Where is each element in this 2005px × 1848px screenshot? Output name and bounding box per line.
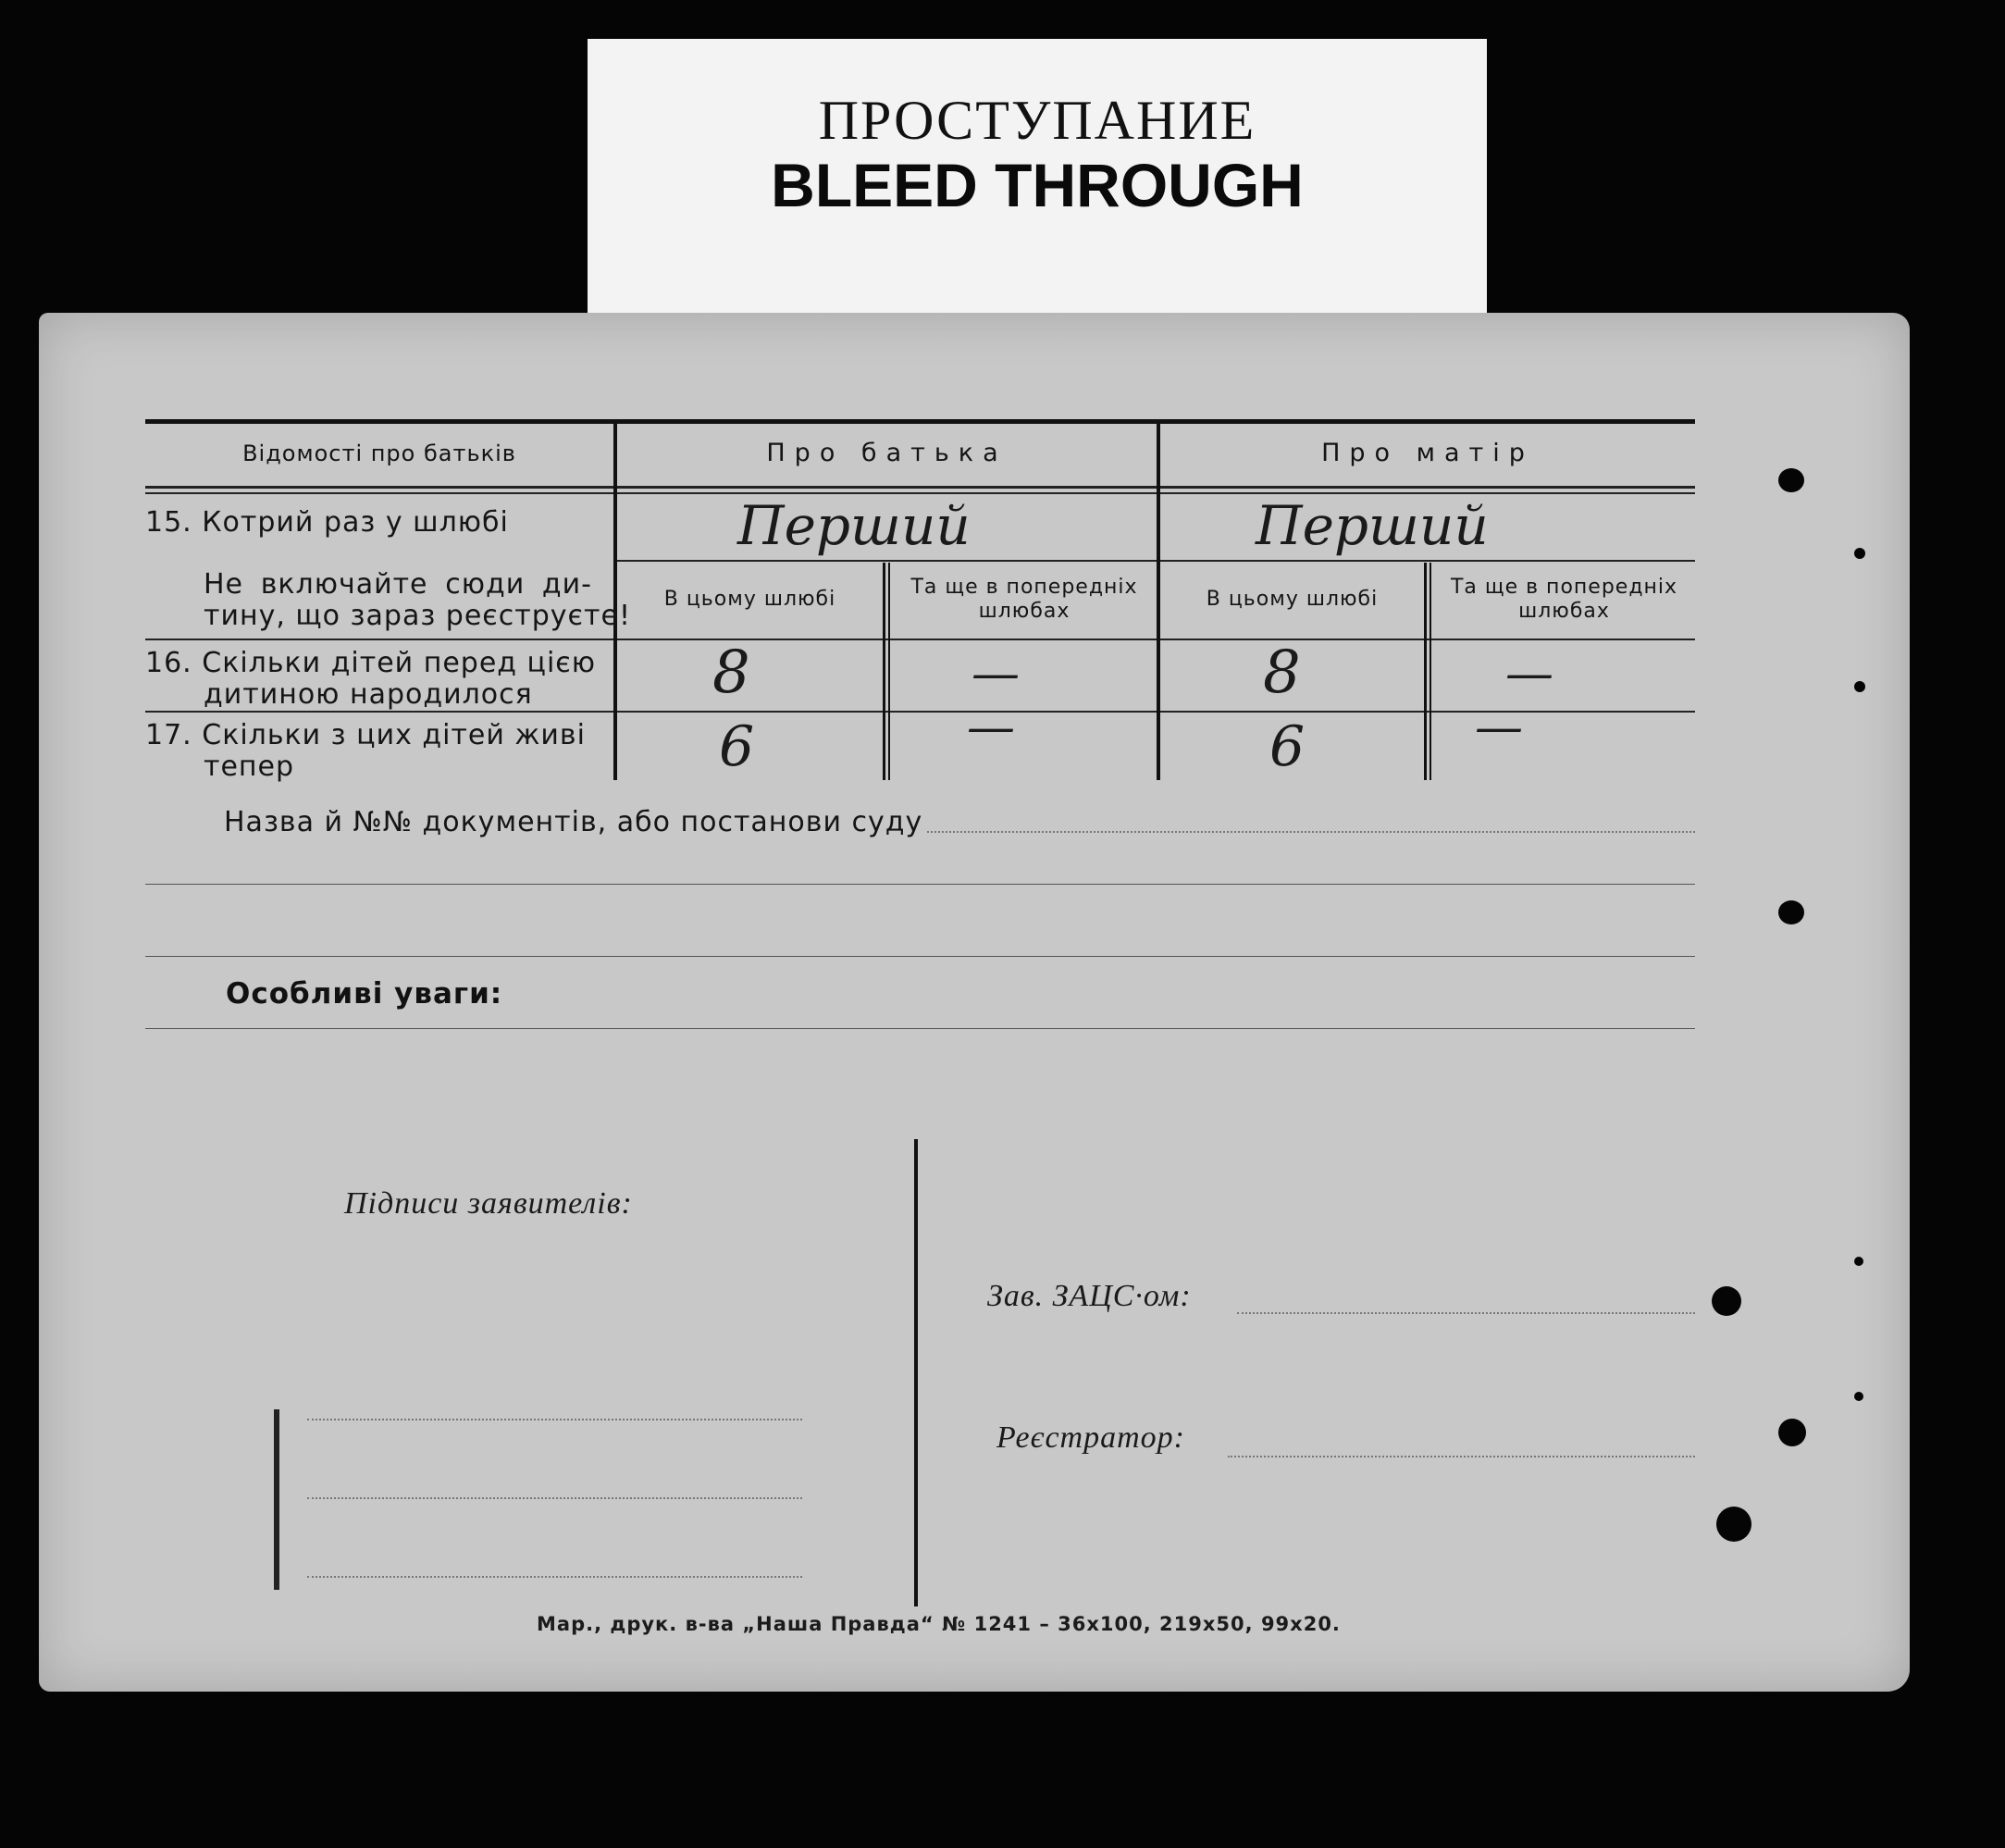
registrar-line — [1228, 1456, 1695, 1457]
table-top-rule — [145, 419, 1695, 424]
row17-label-2: тепер — [204, 750, 295, 783]
note-line-1: Не включайте сюди ди- — [204, 568, 592, 601]
documents-line-2 — [145, 884, 1695, 885]
header-parents-info: Відомості про батьків — [242, 440, 516, 466]
head-of-office-line — [1237, 1312, 1695, 1314]
father-sub-current: В цьому шлюбі — [663, 588, 836, 611]
row16-mother-current: 8 — [1263, 639, 1301, 707]
mother-sub-previous-2: шлюбах — [1518, 600, 1610, 623]
remarks-label: Особливі уваги: — [226, 977, 503, 1011]
registry-form-page — [39, 313, 1910, 1692]
sub-divider-mother — [1424, 563, 1427, 780]
punch-hole — [1778, 1419, 1806, 1446]
row16-rule — [145, 711, 1695, 713]
signature-line-3 — [307, 1576, 802, 1578]
row16-mother-previous: — — [1505, 646, 1553, 701]
row17-label-1: 17. Скільки з цих дітей живі — [145, 719, 586, 751]
sub-divider-mother-b — [1429, 563, 1431, 780]
signatures-label: Підписи заявителів: — [344, 1186, 633, 1221]
mother-sub-previous-1: Та ще в попередніх — [1450, 576, 1678, 599]
row17-father-previous: — — [967, 700, 1015, 755]
note-row-rule — [145, 639, 1695, 640]
row16-label-2: дитиною народилося — [204, 678, 533, 711]
signature-bracket — [274, 1409, 279, 1590]
head-of-office-label: Зав. ЗАЦС·ом: — [987, 1279, 1192, 1313]
remarks-line — [145, 1028, 1695, 1029]
row16-father-previous: — — [972, 646, 1020, 701]
row15-mother-value: Перший — [1256, 494, 1489, 557]
table-header-rule — [145, 486, 1695, 489]
row16-father-current: 8 — [712, 639, 750, 707]
sub-divider-father — [883, 563, 885, 780]
row15-father-value: Перший — [737, 494, 971, 557]
row17-mother-current: 6 — [1269, 714, 1306, 779]
printer-imprint: Мар., друк. в-ва „Наша Правда“ № 1241 – 36x100, 219x50, 99x20. — [537, 1613, 1341, 1635]
mother-sub-current: В цьому шлюбі — [1206, 588, 1379, 611]
label-title-en: BLEED THROUGH — [771, 151, 1304, 219]
row17-father-current: 6 — [719, 714, 755, 779]
punch-hole — [1854, 548, 1865, 559]
signature-divider — [914, 1139, 918, 1606]
punch-hole — [1778, 900, 1804, 924]
label-title-ru: ПРОСТУПАНИЕ — [818, 90, 1256, 151]
documents-line-3 — [145, 956, 1695, 957]
punch-hole — [1712, 1286, 1741, 1316]
header-about-father: Про батька — [766, 439, 1008, 467]
row17-mother-previous: — — [1475, 700, 1523, 755]
punch-hole — [1716, 1507, 1751, 1542]
header-about-mother: Про матір — [1321, 439, 1534, 467]
punch-hole — [1854, 1257, 1863, 1266]
father-sub-previous-1: Та ще в попередніх — [910, 576, 1138, 599]
punch-hole — [1778, 468, 1804, 492]
father-sub-previous-2: шлюбах — [978, 600, 1071, 623]
documents-line-1 — [927, 831, 1695, 833]
signature-line-2 — [307, 1497, 802, 1499]
row15-label: 15. Котрий раз у шлюбі — [145, 506, 509, 539]
sub-divider-father-b — [888, 563, 890, 780]
row16-label-1: 16. Скільки дітей перед цією — [145, 647, 597, 679]
signature-line-1 — [307, 1419, 802, 1420]
punch-hole — [1854, 681, 1865, 692]
documents-label: Назва й №№ документів, або постанови суду — [224, 806, 923, 838]
registrar-label: Реєстратор: — [996, 1420, 1185, 1455]
bleed-through-label-card — [588, 39, 1487, 316]
punch-hole — [1854, 1392, 1863, 1401]
note-line-2: тину, що зараз реєструєте! — [204, 600, 631, 632]
